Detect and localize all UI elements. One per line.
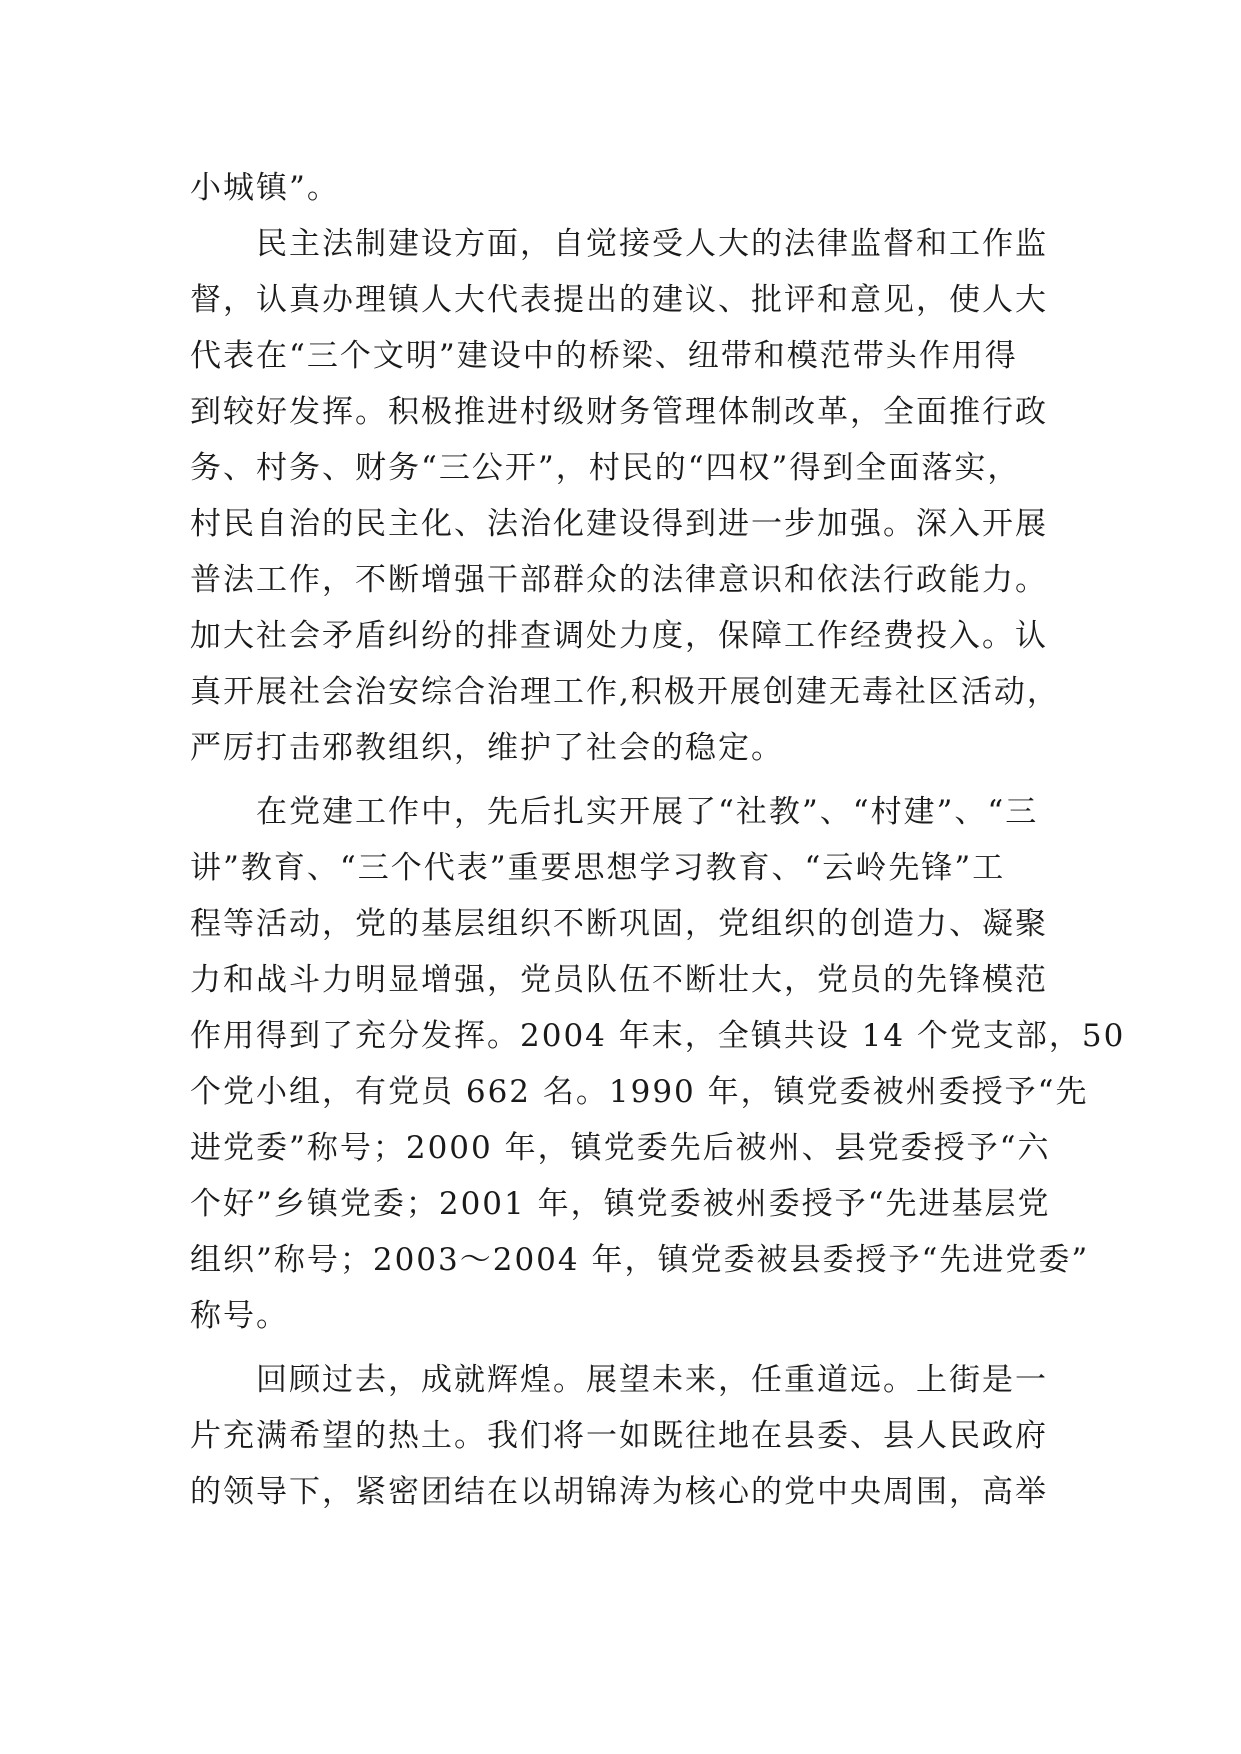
document-body (190, 160, 1126, 1520)
text-line: 村民自治的民主化、法治化建设得到进一步加强。深入开展 (190, 506, 1048, 542)
text-line: 力和战斗力明显增强，党员队伍不断壮大，党员的先锋模范 (190, 962, 1048, 998)
text-line: 组织”称号；2003～2004 年，镇党委被县委授予“先进党委” (190, 1242, 1090, 1278)
text-line: 务、村务、财务“三公开”，村民的“四权”得到全面落实， (190, 450, 1021, 486)
text-line: 个党小组，有党员 662 名。1990 年，镇党委被州委授予“先 (190, 1074, 1089, 1110)
text-line: 民主法制建设方面，自觉接受人大的法律监督和工作监 (256, 226, 1048, 262)
text-line: 程等活动，党的基层组织不断巩固，党组织的创造力、凝聚 (190, 906, 1048, 942)
text-line: 到较好发挥。积极推进村级财务管理体制改革，全面推行政 (190, 394, 1048, 430)
text-line: 回顾过去，成就辉煌。展望未来，任重道远。上街是一 (256, 1362, 1048, 1398)
text-line: 加大社会矛盾纠纷的排查调处力度，保障工作经费投入。认 (190, 618, 1048, 654)
text-line: 讲”教育、“三个代表”重要思想学习教育、“云岭先锋”工 (190, 850, 1006, 886)
text-line: 称号。 (190, 1298, 289, 1334)
paragraph-democracy-legal (190, 216, 1060, 776)
text-line: 小城镇”。 (190, 170, 340, 206)
text-line: 进党委”称号；2000 年，镇党委先后被州、县党委授予“六 (190, 1130, 1051, 1166)
text-line: 严厉打击邪教组织，维护了社会的稳定。 (190, 730, 784, 766)
text-line: 的领导下，紧密团结在以胡锦涛为核心的党中央周围，高举 (190, 1474, 1048, 1510)
paragraph-continuation (190, 160, 1060, 216)
text-line: 个好”乡镇党委；2001 年，镇党委被州委授予“先进基层党 (190, 1186, 1051, 1222)
text-line: 真开展社会治安综合治理工作,积极开展创建无毒社区活动， (190, 674, 1060, 710)
paragraph-outlook (190, 1352, 1060, 1520)
text-line: 督，认真办理镇人大代表提出的建议、批评和意见，使人大 (190, 282, 1048, 318)
text-line: 作用得到了充分发挥。2004 年末，全镇共设 14 个党支部，50 (190, 1018, 1126, 1054)
text-line: 普法工作，不断增强干部群众的法律意识和依法行政能力。 (190, 562, 1048, 598)
text-line: 在党建工作中，先后扎实开展了“社教”、“村建”、“三 (256, 794, 1039, 830)
text-line: 代表在“三个文明”建设中的桥梁、纽带和模范带头作用得 (190, 338, 1018, 374)
text-line: 片充满希望的热土。我们将一如既往地在县委、县人民政府 (190, 1418, 1048, 1454)
paragraph-party-building (190, 784, 1126, 1344)
